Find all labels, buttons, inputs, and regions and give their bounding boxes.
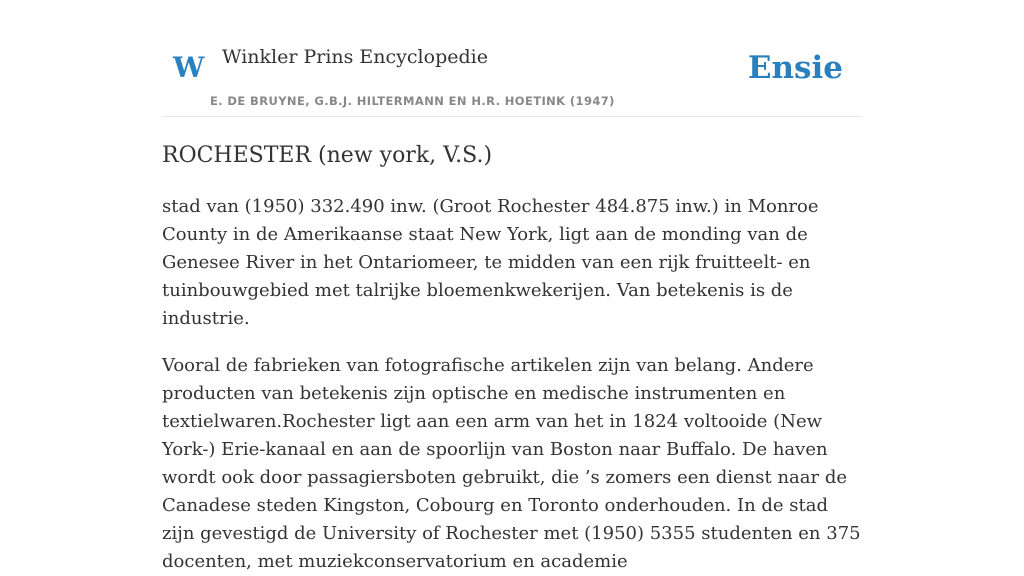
publication-logo[interactable]: W bbox=[173, 51, 205, 84]
page-container bbox=[162, 0, 862, 576]
ensie-logo-link[interactable]: Ensie bbox=[747, 50, 843, 86]
publication-authors: E. DE BRUYNE, G.B.J. HILTERMANN EN H.R. HOETINK (1947) bbox=[210, 94, 615, 108]
article-body bbox=[162, 193, 862, 576]
publication-header bbox=[162, 0, 862, 117]
article-title: ROCHESTER (new york, V.S.) bbox=[162, 143, 493, 168]
article-paragraph: Vooral de fabrieken van fotografische artikelen zijn van belang. Andere producten van betekenis zijn optische en medische instrumenten en textielwaren.Rochester ligt aan een arm van het in 1824 voltooide (New York-) Erie-kanaal en aan de spoorlijn van Boston naar Buffalo. De haven wordt ook door passagiersboten gebruikt, die ’s zomers een dienst naar de Canadese steden Kingston, Cobourg en Toronto onderhouden. In de stad zijn gevestigd de University of Rochester met (1950) 5355 studenten en 375 docenten, met muziekconservatorium en academie bbox=[162, 355, 861, 572]
publication-title[interactable]: Winkler Prins Encyclopedie bbox=[222, 46, 488, 68]
article-paragraph: stad van (1950) 332.490 inw. (Groot Rochester 484.875 inw.) in Monroe County in de Amerikaanse staat New York, ligt aan de monding van de Genesee River in het Ontariomeer, te midden van een rijk fruitteelt- en tuinbouwgebied met talrijke bloemenkwekerijen. Van betekenis is de industrie. bbox=[162, 196, 819, 329]
